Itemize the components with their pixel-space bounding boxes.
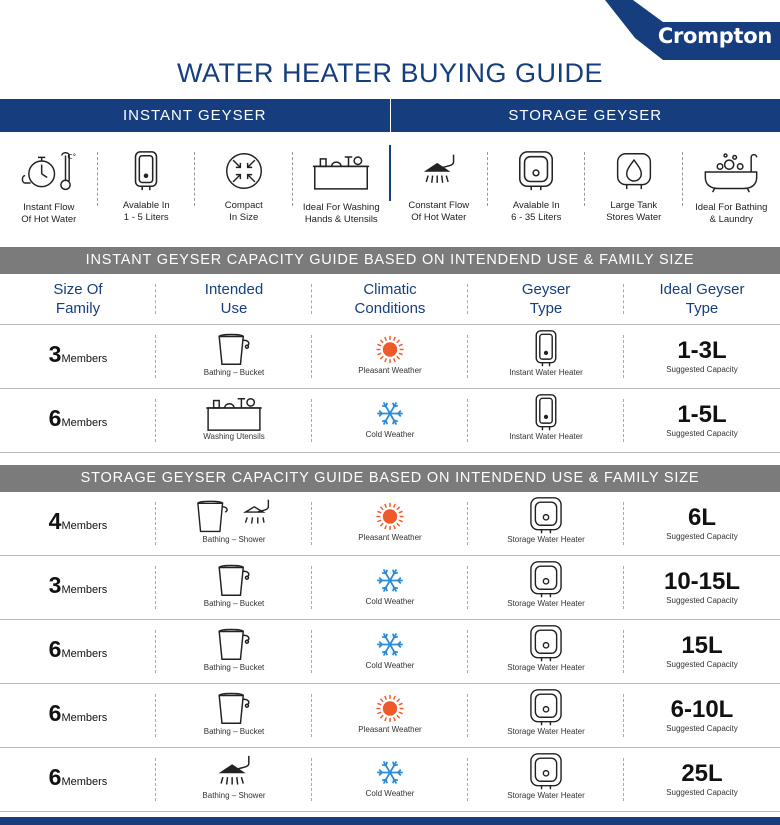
capacity-sub: Suggested Capacity	[666, 364, 738, 374]
feature-4	[293, 140, 391, 240]
sink-utensils-icon	[293, 150, 391, 194]
geyser-type-cell	[468, 389, 624, 452]
feature-label: Instant Flow Of Hot Water	[21, 202, 77, 225]
brand-name: Crompton	[657, 24, 772, 48]
climate-label: Cold Weather	[365, 661, 415, 670]
feature-divider	[389, 145, 391, 201]
intended-use-cell	[156, 492, 312, 555]
capacity-sub: Suggested Capacity	[666, 723, 738, 733]
capacity-cell	[624, 684, 780, 747]
family-size	[0, 700, 156, 727]
climate-cell	[312, 620, 468, 683]
member-count: 6	[48, 763, 62, 790]
geyser-type-label: Storage Water Heater	[507, 727, 585, 736]
members-label: Members	[61, 583, 108, 596]
family-size	[0, 405, 156, 432]
capacity-value: 6-10L	[670, 695, 734, 723]
intended-use-label: Bathing – Bucket	[203, 663, 265, 672]
intended-use-label: Bathing – Bucket	[203, 599, 265, 608]
capacity-sub: Suggested Capacity	[666, 428, 738, 438]
instant-heater-icon	[468, 329, 624, 368]
geyser-type-cell	[468, 325, 624, 388]
feature-5	[390, 140, 488, 240]
family-size-cell	[0, 684, 156, 747]
column-header: Geyser Type	[468, 274, 624, 324]
feature-label: Avalable In 6 - 35 Liters	[511, 200, 562, 223]
brand-logo	[605, 0, 780, 60]
storage-guide-table	[0, 492, 780, 812]
family-size	[0, 508, 156, 535]
capacity-sub: Suggested Capacity	[666, 531, 738, 541]
column-header: Ideal Geyser Type	[659, 281, 745, 317]
capacity-sub: Suggested Capacity	[666, 787, 738, 797]
geyser-type-label: Storage Water Heater	[507, 599, 585, 608]
intended-use-cell	[156, 620, 312, 683]
feature-label: Compact In Size	[224, 200, 263, 223]
feature-label: Constant Flow Of Hot Water	[408, 200, 470, 223]
capacity-cell	[624, 325, 780, 388]
table-row	[0, 684, 780, 748]
storage-geyser-heading: STORAGE GEYSER	[508, 107, 663, 124]
snowflake-icon	[312, 397, 468, 430]
water-drop-tank-icon	[585, 150, 683, 192]
shower-icon	[390, 150, 488, 192]
geyser-type-cell	[468, 492, 624, 555]
members-label: Members	[61, 711, 108, 724]
family-size	[0, 572, 156, 599]
snowflake-icon	[312, 628, 468, 661]
stopwatch-thermometer-icon	[0, 150, 98, 194]
storage-heater-icon	[468, 624, 624, 663]
table-row	[0, 492, 780, 556]
sun-icon	[312, 692, 468, 725]
capacity-cell	[624, 492, 780, 555]
family-size-cell	[0, 620, 156, 683]
instant-heater-icon	[468, 393, 624, 432]
bucket-icon	[156, 562, 312, 599]
feature-2	[98, 140, 196, 240]
family-size-cell	[0, 556, 156, 619]
table-row	[0, 556, 780, 620]
page-title: WATER HEATER BUYING GUIDE	[176, 58, 604, 88]
members-label: Members	[61, 352, 108, 365]
storage-heater-icon	[468, 560, 624, 599]
feature-3	[195, 140, 293, 240]
instant-guide-table	[0, 274, 780, 453]
member-count: 6	[48, 404, 62, 431]
feature-label: Avalable In 1 - 5 Liters	[122, 200, 170, 223]
intended-use-cell	[156, 684, 312, 747]
climate-cell	[312, 492, 468, 555]
bucket-icon	[156, 626, 312, 663]
column-header: Intended Use	[156, 274, 312, 324]
capacity-cell	[624, 389, 780, 452]
bucket-icon	[156, 690, 312, 727]
family-size-cell	[0, 325, 156, 388]
family-size-cell	[0, 492, 156, 555]
section-header-bar	[0, 99, 780, 132]
column-header: Climatic Conditions	[312, 274, 468, 324]
feature-label: Large Tank Stores Water	[606, 200, 662, 223]
member-count: 3	[48, 571, 62, 598]
table-row	[0, 325, 780, 389]
climate-label: Cold Weather	[365, 789, 415, 798]
climate-label: Cold Weather	[365, 597, 415, 606]
capacity-value: 15L	[681, 631, 723, 659]
members-label: Members	[61, 647, 108, 660]
capacity-cell	[624, 748, 780, 811]
geyser-type-label: Instant Water Heater	[509, 368, 583, 377]
family-size	[0, 636, 156, 663]
intended-use-cell	[156, 389, 312, 452]
svg-text:C°: C°	[67, 152, 76, 162]
capacity-value: 10-15L	[663, 567, 741, 595]
capacity-value: 1-3L	[677, 336, 727, 364]
table-header	[0, 274, 780, 325]
capacity-sub: Suggested Capacity	[666, 659, 738, 669]
table-row	[0, 620, 780, 684]
climate-cell	[312, 325, 468, 388]
feature-6	[488, 140, 586, 240]
family-size	[0, 341, 156, 368]
members-label: Members	[61, 416, 108, 429]
storage-heater-icon	[468, 496, 624, 535]
geyser-type-label: Instant Water Heater	[509, 432, 583, 441]
intended-use-cell	[156, 748, 312, 811]
climate-cell	[312, 389, 468, 452]
geyser-type-cell	[468, 684, 624, 747]
climate-cell	[312, 684, 468, 747]
geyser-type-cell	[468, 556, 624, 619]
intended-use-cell	[156, 556, 312, 619]
storage-heater-icon	[468, 752, 624, 791]
family-size	[0, 764, 156, 791]
geyser-type-label: Storage Water Heater	[507, 663, 585, 672]
intended-use-label: Bathing – Bucket	[203, 727, 265, 736]
capacity-value: 6L	[687, 503, 716, 531]
climate-label: Pleasant Weather	[358, 533, 422, 542]
capacity-cell	[624, 620, 780, 683]
geyser-type-label: Storage Water Heater	[507, 791, 585, 800]
storage-heater-icon	[468, 688, 624, 727]
table-row	[0, 748, 780, 812]
family-size-cell	[0, 748, 156, 811]
geyser-type-label: Storage Water Heater	[507, 535, 585, 544]
intended-use-cell	[156, 325, 312, 388]
climate-label: Pleasant Weather	[358, 366, 422, 375]
geyser-type-cell	[468, 620, 624, 683]
bathtub-icon	[683, 150, 780, 194]
bucket-icon	[156, 331, 312, 368]
sink-utensils-icon	[156, 395, 312, 432]
intended-use-label: Bathing – Shower	[202, 535, 266, 544]
member-count: 6	[48, 635, 62, 662]
bucket-shower-icon	[156, 498, 312, 535]
climate-label: Cold Weather	[365, 430, 415, 439]
capacity-value: 1-5L	[677, 400, 727, 428]
intended-use-label: Bathing – Shower	[202, 791, 266, 800]
climate-cell	[312, 556, 468, 619]
instant-guide-title: INSTANT GEYSER CAPACITY GUIDE BASED ON INTENDEND USE & FAMILY SIZE	[0, 247, 780, 274]
intended-use-label: Bathing – Bucket	[203, 368, 265, 377]
column-header: Size Of Family	[0, 274, 156, 324]
instant-geyser-heading: INSTANT GEYSER	[123, 107, 267, 124]
shower-icon	[156, 754, 312, 791]
feature-1	[0, 140, 98, 240]
snowflake-icon	[312, 756, 468, 789]
member-count: 6	[48, 699, 62, 726]
family-size-cell	[0, 389, 156, 452]
storage-heater-icon	[488, 150, 586, 192]
table-row	[0, 389, 780, 453]
climate-label: Pleasant Weather	[358, 725, 422, 734]
intended-use-label: Washing Utensils	[203, 432, 265, 441]
compact-arrows-icon	[195, 150, 293, 192]
climate-cell	[312, 748, 468, 811]
members-label: Members	[61, 519, 108, 532]
storage-guide-title: STORAGE GEYSER CAPACITY GUIDE BASED ON INTENDEND USE & FAMILY SIZE	[0, 465, 780, 492]
bottom-bar	[0, 817, 780, 825]
sun-icon	[312, 500, 468, 533]
capacity-cell	[624, 556, 780, 619]
geyser-type-cell	[468, 748, 624, 811]
feature-8	[683, 140, 780, 240]
capacity-value: 25L	[681, 759, 723, 787]
members-label: Members	[61, 775, 108, 788]
feature-label: Ideal For Bathing & Laundry	[695, 202, 768, 225]
capacity-sub: Suggested Capacity	[666, 595, 738, 605]
sun-icon	[312, 333, 468, 366]
member-count: 4	[48, 507, 62, 534]
feature-7	[585, 140, 683, 240]
snowflake-icon	[312, 564, 468, 597]
member-count: 3	[48, 340, 62, 367]
feature-label: Ideal For Washing Hands & Utensils	[302, 202, 380, 225]
instant-heater-icon	[98, 150, 196, 192]
